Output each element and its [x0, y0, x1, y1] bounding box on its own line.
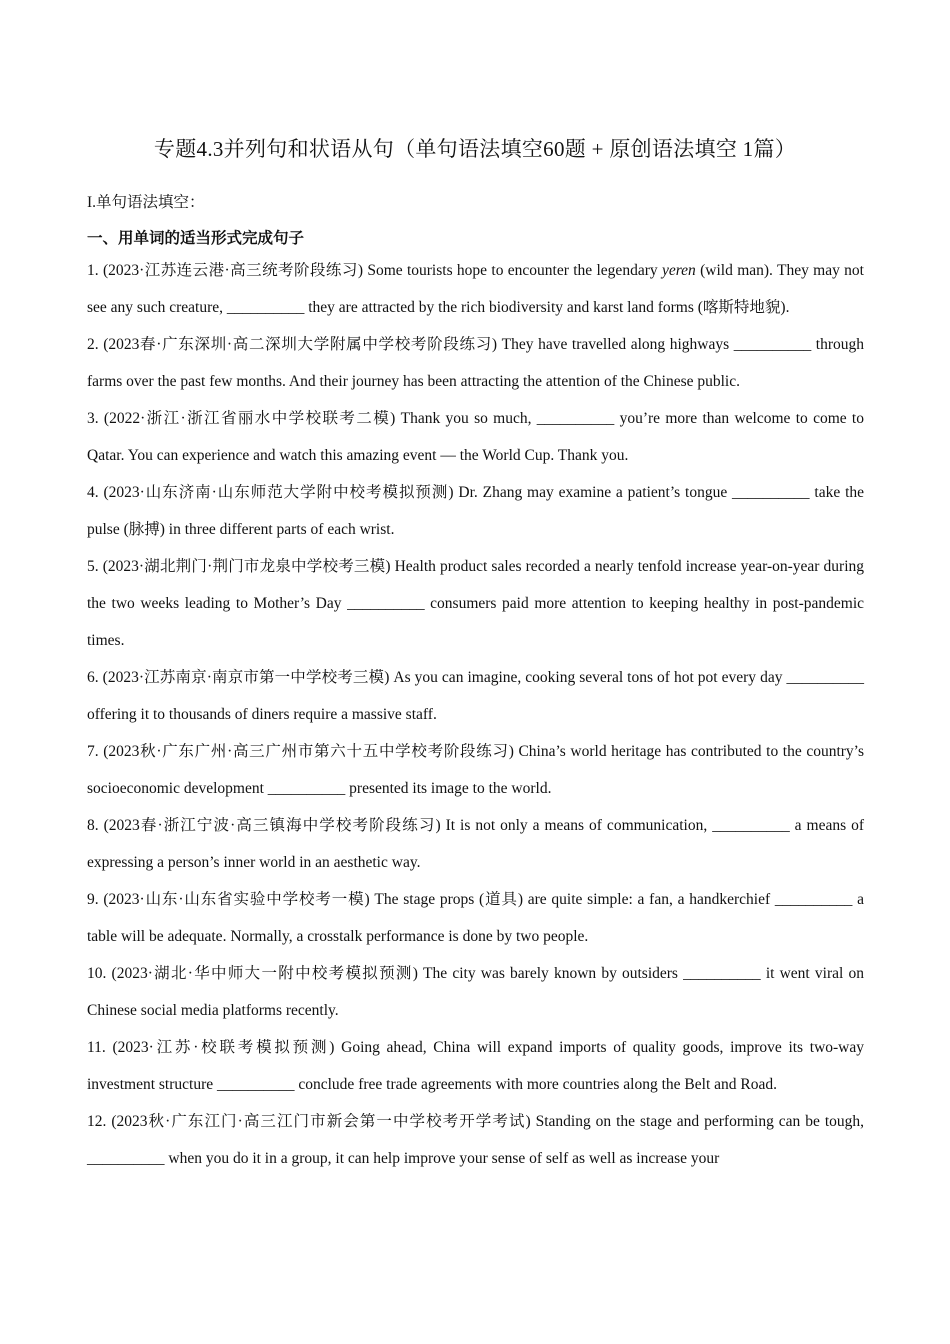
question-item: [87, 955, 864, 1029]
question-text: Standing on the stage and performing can be tough, __________ when you do it in a group, it can help improve your sense of self as well as increase your: [87, 1113, 865, 1167]
question-text-continued: (wild man). They may not see any such creature, __________ they are attracted by the rich biodiversity and karst land forms (喀斯特地貌).: [87, 262, 864, 316]
question-source: 11. (2023·江苏·校联考模拟预测): [87, 1039, 335, 1056]
question-item: [87, 326, 864, 400]
question-text: Health product sales recorded a nearly tenfold increase year-on-year during the two weeks leading to Mother’s Day __________ consumers paid more attention to keeping healthy in post-pandemic times.: [87, 558, 864, 649]
question-item: [87, 1029, 864, 1103]
question-source: 2. (2023春·广东深圳·高二深圳大学附属中学校考阶段练习): [87, 336, 498, 353]
question-item: [87, 881, 864, 955]
question-italic-term: yeren: [661, 262, 696, 279]
question-source: 12. (2023秋·广东江门·高三江门市新会第一中学校考开学考试): [87, 1113, 531, 1130]
question-item: [87, 252, 864, 326]
question-text: It is not only a means of communication, __________ a means of expressing a person’s inner world in an aesthetic way.: [87, 817, 864, 871]
question-source: 8. (2023春·浙江宁波·高三镇海中学校考阶段练习): [87, 817, 441, 834]
question-text: As you can imagine, cooking several tons of hot pot every day __________ offering it to thousands of diners require a massive staff.: [87, 669, 864, 723]
question-item: [87, 733, 864, 807]
question-source: 5. (2023·湖北荆门·荆门市龙泉中学校考三模): [87, 558, 391, 575]
question-text: Some tourists hope to encounter the legendary: [362, 262, 662, 279]
section-heading: 一、用单词的适当形式完成句子: [87, 229, 305, 247]
question-source: 7. (2023秋·广东广州·高三广州市第六十五中学校考阶段练习): [87, 743, 514, 760]
question-item: [87, 474, 864, 548]
question-item: [87, 659, 864, 733]
question-source: 10. (2023·湖北·华中师大一附中校考模拟预测): [87, 965, 418, 982]
question-source: 6. (2023·江苏南京·南京市第一中学校考三模): [87, 669, 390, 686]
part-heading: I.单句语法填空：: [87, 194, 205, 211]
page-title: 专题4.3并列句和状语从句（单句语法填空60题 + 原创语法填空 1篇）: [153, 137, 797, 161]
question-text: The stage props (道具) are quite simple: a fan, a handkerchief __________ a table will be adequate. Normally, a crosstalk performance is done by two people.: [87, 891, 864, 945]
question-source: 4. (2023·山东济南·山东师范大学附中校考模拟预测): [87, 484, 454, 501]
question-item: [87, 400, 864, 474]
question-source: 1. (2023·江苏连云港·高三统考阶段练习): [87, 262, 363, 279]
question-text: Thank you so much, __________ you’re more than welcome to come to Qatar. You can experience and watch this amazing event — the World Cup. Thank you.: [87, 410, 864, 464]
question-text: The city was barely known by outsiders __________ it went viral on Chinese social media platforms recently.: [87, 965, 864, 1019]
question-item: [87, 807, 864, 881]
question-item: [87, 548, 864, 659]
question-text: China’s world heritage has contributed to the country’s socioeconomic development __________ presented its image to the world.: [87, 743, 865, 797]
question-source: 9. (2023·山东·山东省实验中学校考一模): [87, 891, 370, 908]
question-text: Dr. Zhang may examine a patient’s tongue __________ take the pulse (脉搏) in three different parts of each wrist.: [87, 484, 864, 538]
question-source: 3. (2022·浙江·浙江省丽水中学校联考二模): [87, 410, 396, 427]
question-text: They have travelled along highways __________ through farms over the past few months. And their journey has been attracting the attention of the Chinese public.: [87, 336, 864, 390]
question-list: [87, 252, 864, 1177]
question-text: Going ahead, China will expand imports of quality goods, improve its two-way investment structure __________ conclude free trade agreements with more countries along the Belt and Road.: [87, 1039, 864, 1093]
question-item: [87, 1103, 864, 1177]
